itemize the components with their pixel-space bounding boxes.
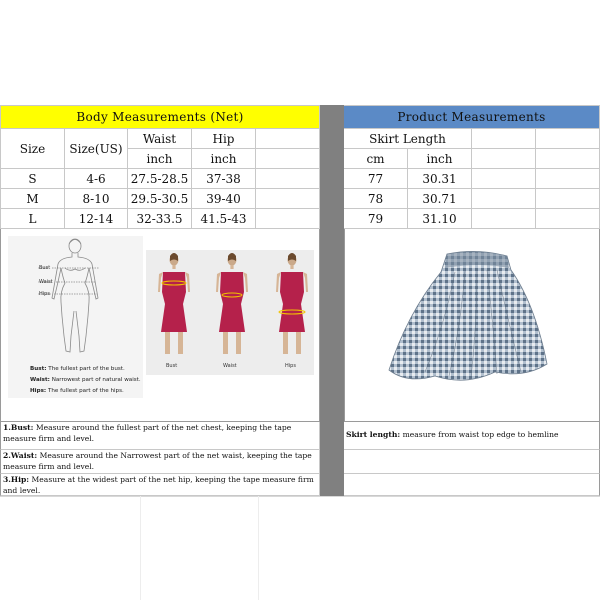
cell-cm: 78 bbox=[344, 189, 408, 209]
unit-cm: cm bbox=[344, 149, 408, 169]
bottom-rule bbox=[0, 496, 600, 499]
empty-note-cell bbox=[344, 450, 600, 474]
cell-inch: 30.31 bbox=[408, 169, 472, 189]
grid-line bbox=[140, 496, 141, 600]
cell-hip: 37-38 bbox=[192, 169, 256, 189]
cell-waist: 29.5-30.5 bbox=[128, 189, 192, 209]
empty-cell bbox=[536, 189, 600, 209]
cell-cm: 79 bbox=[344, 209, 408, 229]
empty-cell bbox=[472, 169, 536, 189]
empty-header-cell bbox=[536, 129, 600, 149]
empty-cell bbox=[536, 169, 600, 189]
dress-measure-figures bbox=[146, 250, 314, 362]
caption-waist: Waist bbox=[223, 363, 237, 369]
note-hip: 3.Hip: Measure at the widest part of the net hip, keeping the tape measure firm and level. bbox=[0, 474, 320, 496]
cell-inch: 30.71 bbox=[408, 189, 472, 209]
cell-size-us: 8-10 bbox=[65, 189, 128, 209]
empty-header-cell bbox=[472, 129, 536, 149]
empty-cell bbox=[536, 209, 600, 229]
cell-size-us: 4-6 bbox=[65, 169, 128, 189]
label-waist: Waist bbox=[39, 279, 53, 285]
empty-cell bbox=[256, 209, 320, 229]
empty-cell bbox=[256, 189, 320, 209]
unit-inch-hip: inch bbox=[192, 149, 256, 169]
empty-header-cell bbox=[472, 149, 536, 169]
label-hips: Hips bbox=[39, 291, 50, 297]
cell-inch: 31.10 bbox=[408, 209, 472, 229]
separator-column bbox=[320, 422, 344, 496]
product-measurements-title: Product Measurements bbox=[344, 105, 600, 129]
grid-line bbox=[258, 496, 259, 600]
note-skirt-length: Skirt length: measure from waist top edge to hemline bbox=[344, 422, 600, 450]
cell-size: S bbox=[0, 169, 65, 189]
empty-cell bbox=[256, 169, 320, 189]
cell-waist: 32-33.5 bbox=[128, 209, 192, 229]
legend-bust: Bust: The fullest part of the bust. bbox=[30, 366, 125, 372]
cell-size: L bbox=[0, 209, 65, 229]
separator-column bbox=[320, 229, 344, 422]
caption-hips: Hips bbox=[285, 363, 296, 369]
col-header-size: Size bbox=[0, 129, 65, 169]
body-outline-figure bbox=[8, 236, 143, 361]
body-measurements-title: Body Measurements (Net) bbox=[0, 105, 320, 129]
note-waist: 2.Waist: Measure around the Narrowest part of the net waist, keeping the tape measure firm and level. bbox=[0, 450, 320, 474]
empty-cell bbox=[472, 209, 536, 229]
empty-header-cell bbox=[256, 149, 320, 169]
caption-bust: Bust bbox=[166, 363, 178, 369]
dress-figure-panel bbox=[146, 250, 314, 375]
cell-size-us: 12-14 bbox=[65, 209, 128, 229]
legend-hips: Hips: The fullest part of the hips. bbox=[30, 388, 124, 394]
body-figure-panel bbox=[8, 236, 143, 398]
legend-waist: Waist: Narrowest part of natural waist. bbox=[30, 377, 141, 383]
unit-inch-waist: inch bbox=[128, 149, 192, 169]
col-header-hip: Hip bbox=[192, 129, 256, 149]
cell-cm: 77 bbox=[344, 169, 408, 189]
empty-cell bbox=[472, 189, 536, 209]
cell-waist: 27.5-28.5 bbox=[128, 169, 192, 189]
empty-note-cell bbox=[344, 474, 600, 496]
cell-hip: 39-40 bbox=[192, 189, 256, 209]
note-bust: 1.Bust: Measure around the fullest part of the net chest, keeping the tape measure firm and level. bbox=[0, 422, 320, 450]
gingham-skirt-image bbox=[385, 244, 555, 394]
empty-header-cell bbox=[256, 129, 320, 149]
separator-column bbox=[320, 105, 344, 229]
label-bust: Bust bbox=[39, 265, 51, 271]
cell-size: M bbox=[0, 189, 65, 209]
cell-hip: 41.5-43 bbox=[192, 209, 256, 229]
col-header-size-us: Size(US) bbox=[65, 129, 128, 169]
col-header-skirt-length: Skirt Length bbox=[344, 129, 472, 149]
empty-header-cell bbox=[536, 149, 600, 169]
unit-inch: inch bbox=[408, 149, 472, 169]
col-header-waist: Waist bbox=[128, 129, 192, 149]
